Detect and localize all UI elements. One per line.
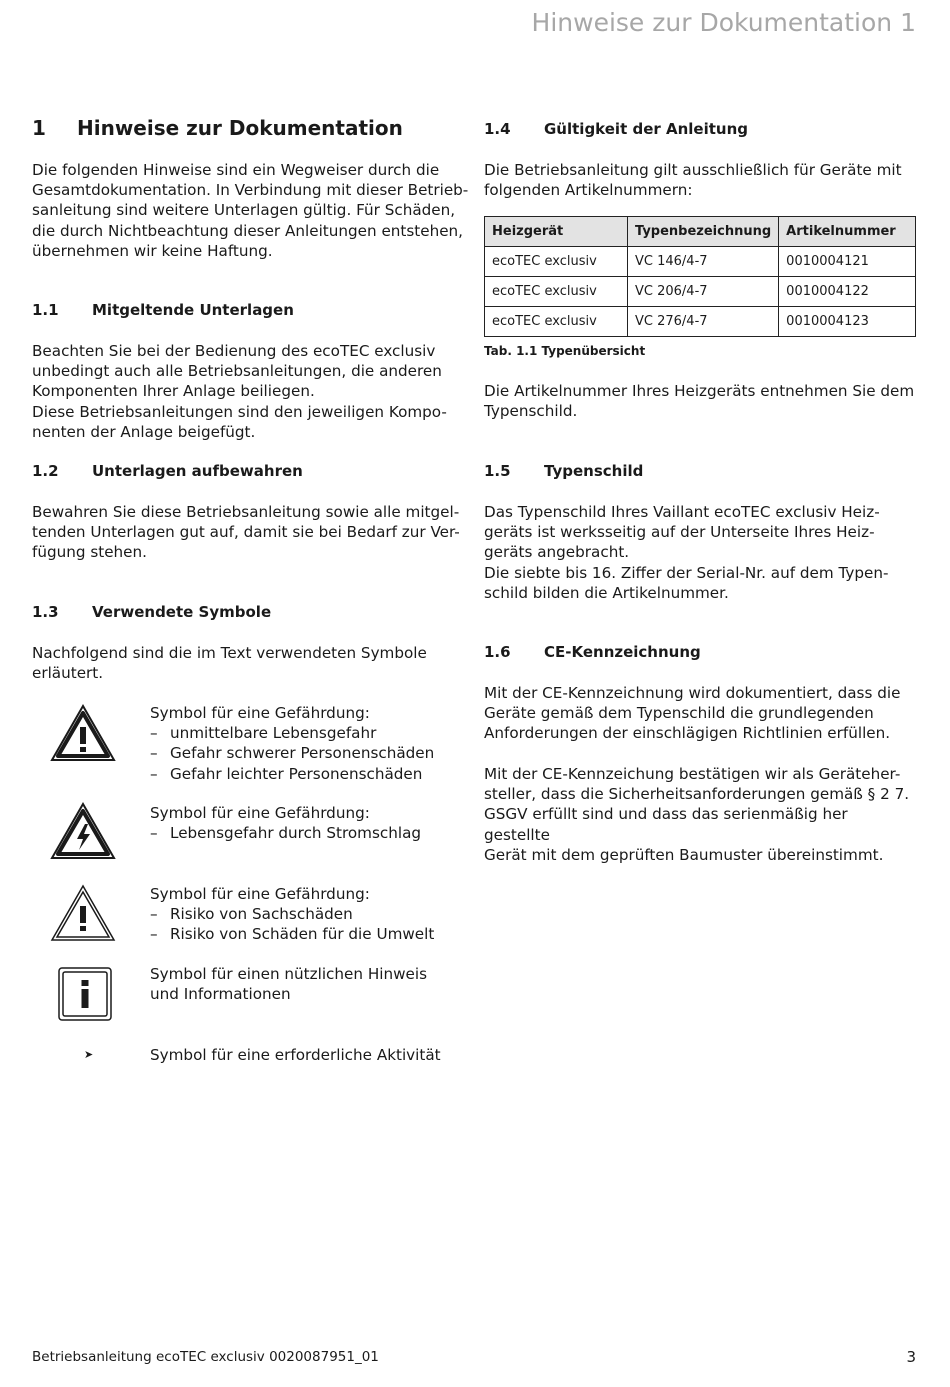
symbol-description-info <box>150 964 427 1004</box>
table-cell: ecoTEC exclusiv <box>485 307 628 337</box>
symbol-description-caution <box>150 884 434 945</box>
symbol-label: und Informationen <box>150 985 291 1004</box>
chapter-title-text: Hinweise zur Dokumentation <box>77 116 403 140</box>
table-header-cell: Heizgerät <box>485 217 628 247</box>
table-cell: VC 146/4-7 <box>628 247 779 277</box>
symbol-label: Symbol für eine erforderliche Aktivität <box>150 1046 441 1064</box>
section-number: 1.6 <box>484 643 511 661</box>
section-number: 1.2 <box>32 462 59 480</box>
section-1-2-text: Bewahren Sie diese Betriebsanleitung sowie alle mitgel- tenden Unterlagen gut auf, damit sie bei Bedarf zur Ver- fügung stehen. <box>32 503 460 562</box>
table-caption: Tab. 1.1 Typenübersicht <box>484 344 646 358</box>
running-header: Hinweise zur Dokumentation 1 <box>531 8 916 37</box>
section-title: Typenschild <box>544 462 644 480</box>
list-item-text: Risiko von Sachschäden <box>170 905 353 924</box>
caution-warning-icon <box>50 884 116 946</box>
symbol-description-action <box>150 1045 441 1065</box>
intro-paragraph: Die folgenden Hinweise sind ein Wegweiser durch die Gesamtdokumentation. In Verbindung mit dieser Betrieb- sanleitung sind weitere Unterlagen gültig. Für Schäden, die durch Nichtbeachtung dieser Anleitungen entstehen, übernehmen wir keine Haftung. <box>32 161 469 260</box>
symbol-label: Symbol für einen nützlichen Hinweis <box>150 965 427 983</box>
table-row <box>485 307 916 337</box>
action-arrow-icon: ➤ <box>84 1048 94 1061</box>
symbol-description-danger <box>150 703 434 784</box>
section-1-6-text-2: Mit der CE-Kennzeichung bestätigen wir als Geräteher- steller, dass die Sicherheitsanforderungen gemäß § 2 7. GSGV erfüllt sind und dass das serienmäßig her gestellte Gerät mit dem geprüften Baumuster übereinstimmt. <box>484 765 910 864</box>
table-header-cell: Artikelnummer <box>779 217 916 247</box>
section-1-6-text-1: Mit der CE-Kennzeichnung wird dokumentiert, dass die Geräte gemäß dem Typenschild die grundlegenden Anforderungen der einschlägigen Richtlinien erfüllen. <box>484 684 901 743</box>
list-item: – Lebensgefahr durch Stromschlag <box>150 824 422 843</box>
section-1-4-after-table: Die Artikelnummer Ihres Heizgeräts entnehmen Sie dem Typenschild. <box>484 382 915 421</box>
section-1-4-text: Die Betriebsanleitung gilt ausschließlich für Geräte mit folgenden Artikelnummern: <box>484 161 902 200</box>
section-title: Verwendete Symbole <box>92 603 272 621</box>
list-item-text: Gefahr leichter Personenschäden <box>170 764 423 783</box>
table-row <box>485 277 916 307</box>
section-number: 1.5 <box>484 462 511 480</box>
list-item: – Risiko von Schäden für die Umwelt <box>150 925 435 944</box>
list-item-text: unmittelbare Lebensgefahr <box>170 724 377 743</box>
section-number: 1.1 <box>32 301 59 319</box>
list-item-text: Lebensgefahr durch Stromschlag <box>170 824 422 843</box>
table-header-cell: Typenbezeichnung <box>628 217 779 247</box>
footer-document-id: Betriebsanleitung ecoTEC exclusiv 0020087951_01 <box>32 1349 379 1365</box>
table-cell: VC 206/4-7 <box>628 277 779 307</box>
section-title: Unterlagen aufbewahren <box>92 462 303 480</box>
section-title: Gültigkeit der Anleitung <box>544 120 749 138</box>
chapter-title <box>32 116 403 140</box>
section-number: 1.3 <box>32 603 59 621</box>
chapter-number: 1 <box>32 116 46 140</box>
symbol-description-electric <box>150 803 421 843</box>
table-cell: 0010004123 <box>779 307 916 337</box>
list-item: – Gefahr leichter Personenschäden <box>150 764 423 783</box>
symbol-label: Symbol für eine Gefährdung: <box>150 704 370 722</box>
page-number: 3 <box>906 1348 916 1366</box>
section-1-5-text: Das Typenschild Ihres Vaillant ecoTEC exclusiv Heiz- geräts ist werksseitig auf der Unterseite Ihres Heiz- geräts angebracht. Die siebte bis 16. Ziffer der Serial-Nr. auf dem Typen- schild bilden die Artikelnummer. <box>484 503 889 602</box>
table-cell: 0010004121 <box>779 247 916 277</box>
symbol-label: Symbol für eine Gefährdung: <box>150 885 370 903</box>
danger-warning-icon <box>50 704 116 766</box>
list-item: – unmittelbare Lebensgefahr <box>150 724 377 743</box>
section-1-3-text: Nachfolgend sind die im Text verwendeten Symbole erläutert. <box>32 644 427 683</box>
electric-shock-warning-icon <box>50 802 116 864</box>
section-number: 1.4 <box>484 120 511 138</box>
table-row <box>485 247 916 277</box>
list-item-text: Risiko von Schäden für die Umwelt <box>170 925 435 944</box>
table-header-row <box>485 217 916 247</box>
list-item: – Risiko von Sachschäden <box>150 905 353 924</box>
info-icon <box>58 967 112 1025</box>
table-cell: ecoTEC exclusiv <box>485 247 628 277</box>
section-1-1-text: Beachten Sie bei der Bedienung des ecoTEC exclusiv unbedingt auch alle Betriebsanleitungen, die anderen Komponenten Ihrer Anlage beiliegen. Diese Betriebsanleitungen sind den jeweiligen Kompo- nenten der Anlage beigefügt. <box>32 342 447 441</box>
table-cell: ecoTEC exclusiv <box>485 277 628 307</box>
list-item: – Gefahr schwerer Personenschäden <box>150 744 435 763</box>
table-cell: VC 276/4-7 <box>628 307 779 337</box>
list-item-text: Gefahr schwerer Personenschäden <box>170 744 435 763</box>
section-title: CE-Kennzeichnung <box>544 643 701 661</box>
symbol-label: Symbol für eine Gefährdung: <box>150 804 370 822</box>
section-title: Mitgeltende Unterlagen <box>92 301 294 319</box>
table-cell: 0010004122 <box>779 277 916 307</box>
type-overview-table <box>484 216 916 337</box>
